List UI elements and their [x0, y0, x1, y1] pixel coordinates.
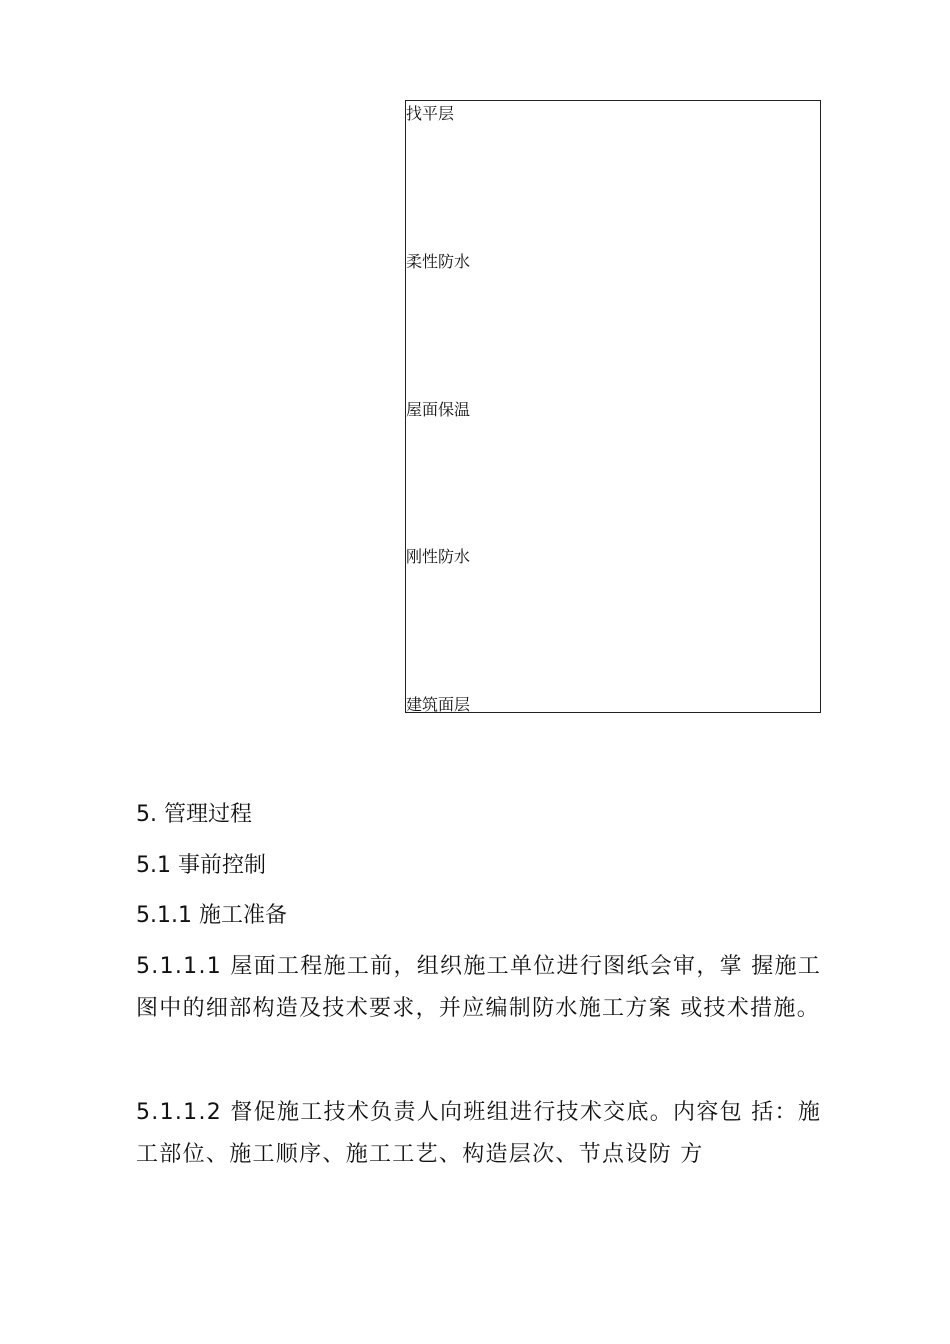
- layer-label-building-surface: 建筑面层: [406, 695, 471, 714]
- paragraph-5-1-1-1: 5.1.1.1 屋面工程施工前，组织施工单位进行图纸会审，掌 握施工图中的细部构造及技术要求，并应编制防水施工方案 或技术措施。: [136, 954, 822, 1021]
- layer-label-roof-insulation: 屋面保温: [406, 400, 471, 419]
- layer-label-leveling: 找平层: [406, 104, 455, 123]
- section-heading-5-1: 5.1 事前控制: [136, 853, 266, 878]
- roof-layer-diagram: [405, 100, 821, 713]
- section-heading-5-1-1: 5.1.1 施工准备: [136, 903, 287, 928]
- paragraph-5-1-1-2: 5.1.1.2 督促施工技术负责人向班组进行技术交底。内容包 括：施工部位、施工顺序、施工工艺、构造层次、节点设防 方: [136, 1100, 822, 1167]
- layer-label-rigid-waterproof: 刚性防水: [406, 547, 471, 566]
- layer-label-flexible-waterproof: 柔性防水: [406, 252, 471, 271]
- section-heading-5: 5. 管理过程: [136, 802, 252, 827]
